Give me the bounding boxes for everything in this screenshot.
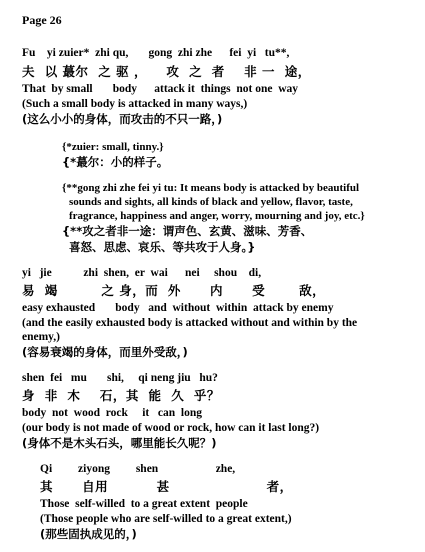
verse3-gloss: body not wood rock it can long xyxy=(22,407,202,419)
verse1-english: (Such a small body is attacked in many ways,) xyxy=(22,98,248,110)
verse2-english-line2: enemy,) xyxy=(22,331,61,343)
verse2-gloss: easy exhausted body and without within attack by enemy xyxy=(22,302,334,314)
note1-chinese: {*蕞尔：小的样子。 xyxy=(62,155,169,169)
verse2-english-line1: (and the easily exhausted body is attacked without and within by the xyxy=(22,317,358,329)
note1-english: {*zuier: small, tinny.} xyxy=(62,141,164,153)
verse1-pinyin: Fu yi zuier* zhi qu, gong zhi zhe fei yi tu**, xyxy=(22,47,290,59)
verse3-pinyin: shen fei mu shi, qi neng jiu hu? xyxy=(22,372,218,384)
page-number: Page 26 xyxy=(22,13,62,27)
note2-english-line2: sounds and sights, all kinds of black and yellow, flavor, taste, xyxy=(69,196,353,208)
verse4-pinyin: Qi ziyong shen zhe, xyxy=(40,463,236,475)
verse1-chinese: 夫 以 蕞尔 之 驱 ， 攻 之 者 非 一 途， xyxy=(22,64,311,79)
verse3-english: (our body is not made of wood or rock, how can it last long?) xyxy=(22,422,320,434)
verse4-chinese: 其 自用 甚 者， xyxy=(40,479,293,494)
note2-chinese-line1: {**攻之者非一途：谓声色、玄黄、滋味、芳香、 xyxy=(62,224,313,238)
note2-english-line1: {**gong zhi zhe fei yi tu: It means body is attacked by beautiful xyxy=(62,182,360,194)
verse2-modern-chinese: (容易衰竭的身体，而里外受敌，) xyxy=(22,345,188,359)
verse2-pinyin: yi jie zhi shen, er wai nei shou di, xyxy=(22,267,262,279)
verse1-modern-chinese: (这么小小的身体，而攻击的不只一路，) xyxy=(22,112,223,126)
note2-english-line3: fragrance, happiness and anger, worry, mourning and joy, etc.} xyxy=(69,210,365,222)
verse4-gloss: Those self-willed to a great extent people xyxy=(40,498,248,510)
verse1-gloss: That by small body attack it things not one way xyxy=(22,83,299,95)
verse4-english: (Those people who are self-willed to a great extent,) xyxy=(40,513,292,525)
verse2-chinese: 易 竭 之 身，而 外 内 受 敌， xyxy=(22,283,326,298)
verse4-modern-chinese: (那些固执成见的，) xyxy=(40,527,137,541)
note2-chinese-line2: 喜怒、思虑、哀乐、等共攻于人身。} xyxy=(69,240,256,254)
verse3-chinese: 身 非 木 石，其 能 久 乎？ xyxy=(22,388,220,403)
verse3-modern-chinese: (身体不是木头石头，哪里能长久呢？) xyxy=(22,436,217,450)
